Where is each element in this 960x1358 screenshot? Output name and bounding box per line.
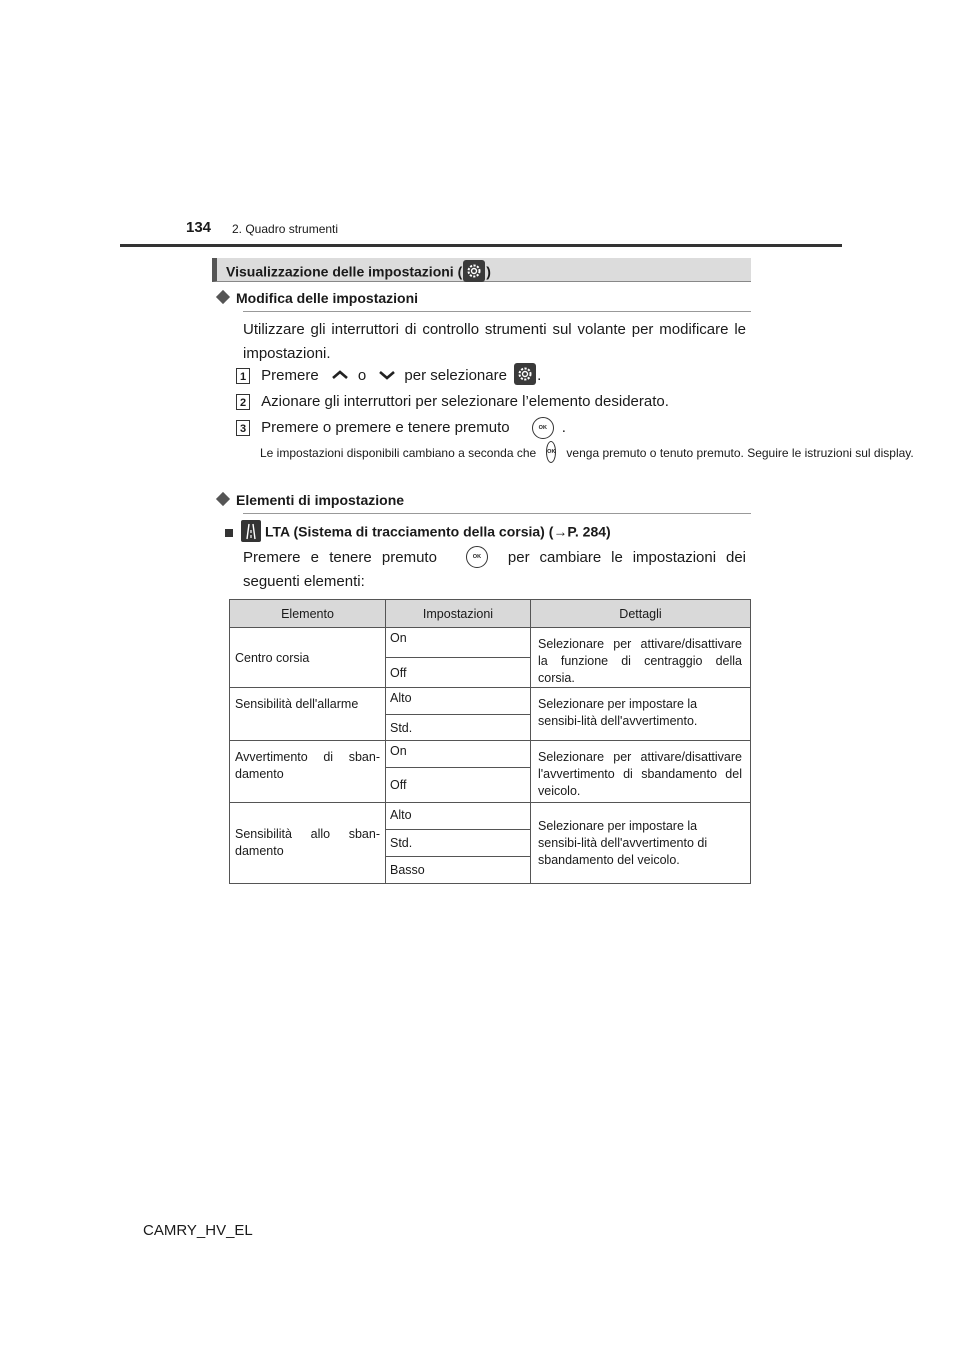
section-title-close: ) bbox=[486, 263, 491, 280]
lta-title bbox=[225, 522, 611, 544]
square-bullet-icon bbox=[225, 529, 233, 537]
step-2 bbox=[236, 390, 669, 414]
step-text: . bbox=[561, 419, 566, 436]
section-title-text: Visualizzazione delle impostazioni ( bbox=[226, 263, 463, 280]
lta-title-text: LTA (Sistema di tracciamento della corsia) (→P. 284) bbox=[265, 523, 611, 540]
settings-gear-icon bbox=[514, 363, 536, 385]
modify-heading-rule bbox=[243, 311, 751, 312]
step-text: o bbox=[357, 367, 367, 384]
setting-cell: Std. bbox=[386, 715, 531, 741]
setting-cell: Basso bbox=[386, 857, 531, 884]
note-text: Le impostazioni disponibili cambiano a seconda che bbox=[260, 446, 537, 460]
step-text: Premere bbox=[261, 367, 319, 384]
chevron-down-icon bbox=[378, 364, 396, 388]
element-cell: Sensibilità dell'allarme bbox=[230, 688, 386, 741]
setting-cell: Alto bbox=[386, 803, 531, 830]
header-divider bbox=[120, 244, 842, 247]
details-cell: Selezionare per impostare la sensibi-lità dell'avvertimento. bbox=[531, 688, 751, 741]
note-text: venga premuto o tenuto premuto. Seguire le istruzioni sul display. bbox=[566, 446, 914, 460]
page-number: 134 bbox=[186, 219, 212, 236]
table-row bbox=[230, 628, 751, 658]
setting-cell: On bbox=[386, 741, 531, 768]
setting-cell: Off bbox=[386, 658, 531, 688]
lta-description bbox=[243, 546, 746, 594]
step-number: 1 bbox=[236, 368, 250, 384]
elements-heading-rule bbox=[243, 513, 751, 514]
modify-heading bbox=[218, 290, 418, 306]
step-1 bbox=[236, 364, 541, 388]
table-row bbox=[230, 803, 751, 830]
elements-heading-text: Elementi di impostazione bbox=[236, 492, 405, 508]
settings-gear-icon bbox=[463, 260, 485, 282]
setting-cell: Off bbox=[386, 768, 531, 803]
diamond-bullet-icon bbox=[216, 290, 230, 304]
step-number: 3 bbox=[236, 420, 250, 436]
setting-cell: On bbox=[386, 628, 531, 658]
step-3 bbox=[236, 416, 566, 440]
details-cell: Selezionare per attivare/disattivare la funzione di centraggio della corsia. bbox=[531, 628, 751, 688]
desc-text: per cambiare le impostazioni dei bbox=[507, 549, 746, 566]
chevron-up-icon bbox=[331, 364, 349, 388]
desc-text: seguenti elementi: bbox=[243, 573, 365, 590]
chapter-title: 2. Quadro strumenti bbox=[232, 222, 339, 236]
table-row bbox=[230, 741, 751, 768]
details-cell: Selezionare per attivare/disattivare l'avvertimento di sbandamento del veicolo. bbox=[531, 741, 751, 803]
ok-button-icon: OK bbox=[532, 417, 554, 439]
desc-text: Premere e tenere premuto bbox=[243, 549, 437, 566]
element-cell: Avvertimento di sban-damento bbox=[230, 741, 386, 803]
table-header-cell: Elemento bbox=[230, 600, 386, 628]
modify-note bbox=[260, 444, 914, 463]
details-cell: Selezionare per impostare la sensibi-lità dell'avvertimento di sbandamento del veicolo. bbox=[531, 803, 751, 884]
step-text: . bbox=[537, 367, 542, 384]
modify-intro: Utilizzare gli interruttori di controllo strumenti sul volante per modificare le impostazioni. bbox=[243, 321, 746, 362]
step-text: Premere o premere e tenere premuto bbox=[261, 419, 510, 436]
step-text: per selezionare bbox=[404, 367, 507, 384]
table-header-row bbox=[230, 600, 751, 628]
step-text: Azionare gli interruttori per selezionare l’elemento desiderato. bbox=[261, 393, 669, 410]
settings-table bbox=[229, 599, 751, 884]
ok-button-icon: OK bbox=[466, 546, 488, 568]
step-number: 2 bbox=[236, 394, 250, 410]
setting-cell: Alto bbox=[386, 688, 531, 715]
element-cell: Centro corsia bbox=[230, 628, 386, 688]
ok-button-icon: OK bbox=[546, 441, 556, 463]
table-header-cell: Impostazioni bbox=[386, 600, 531, 628]
element-cell: Sensibilità allo sban-damento bbox=[230, 803, 386, 884]
elements-heading bbox=[218, 492, 404, 508]
table-header-cell: Dettagli bbox=[531, 600, 751, 628]
table-row bbox=[230, 688, 751, 715]
setting-cell: Std. bbox=[386, 830, 531, 857]
section-title bbox=[226, 262, 491, 284]
lta-lane-icon bbox=[241, 520, 261, 542]
document-code: CAMRY_HV_EL bbox=[143, 1222, 253, 1239]
section-title-bar bbox=[212, 258, 751, 282]
diamond-bullet-icon bbox=[216, 492, 230, 506]
modify-heading-text: Modifica delle impostazioni bbox=[236, 290, 419, 306]
